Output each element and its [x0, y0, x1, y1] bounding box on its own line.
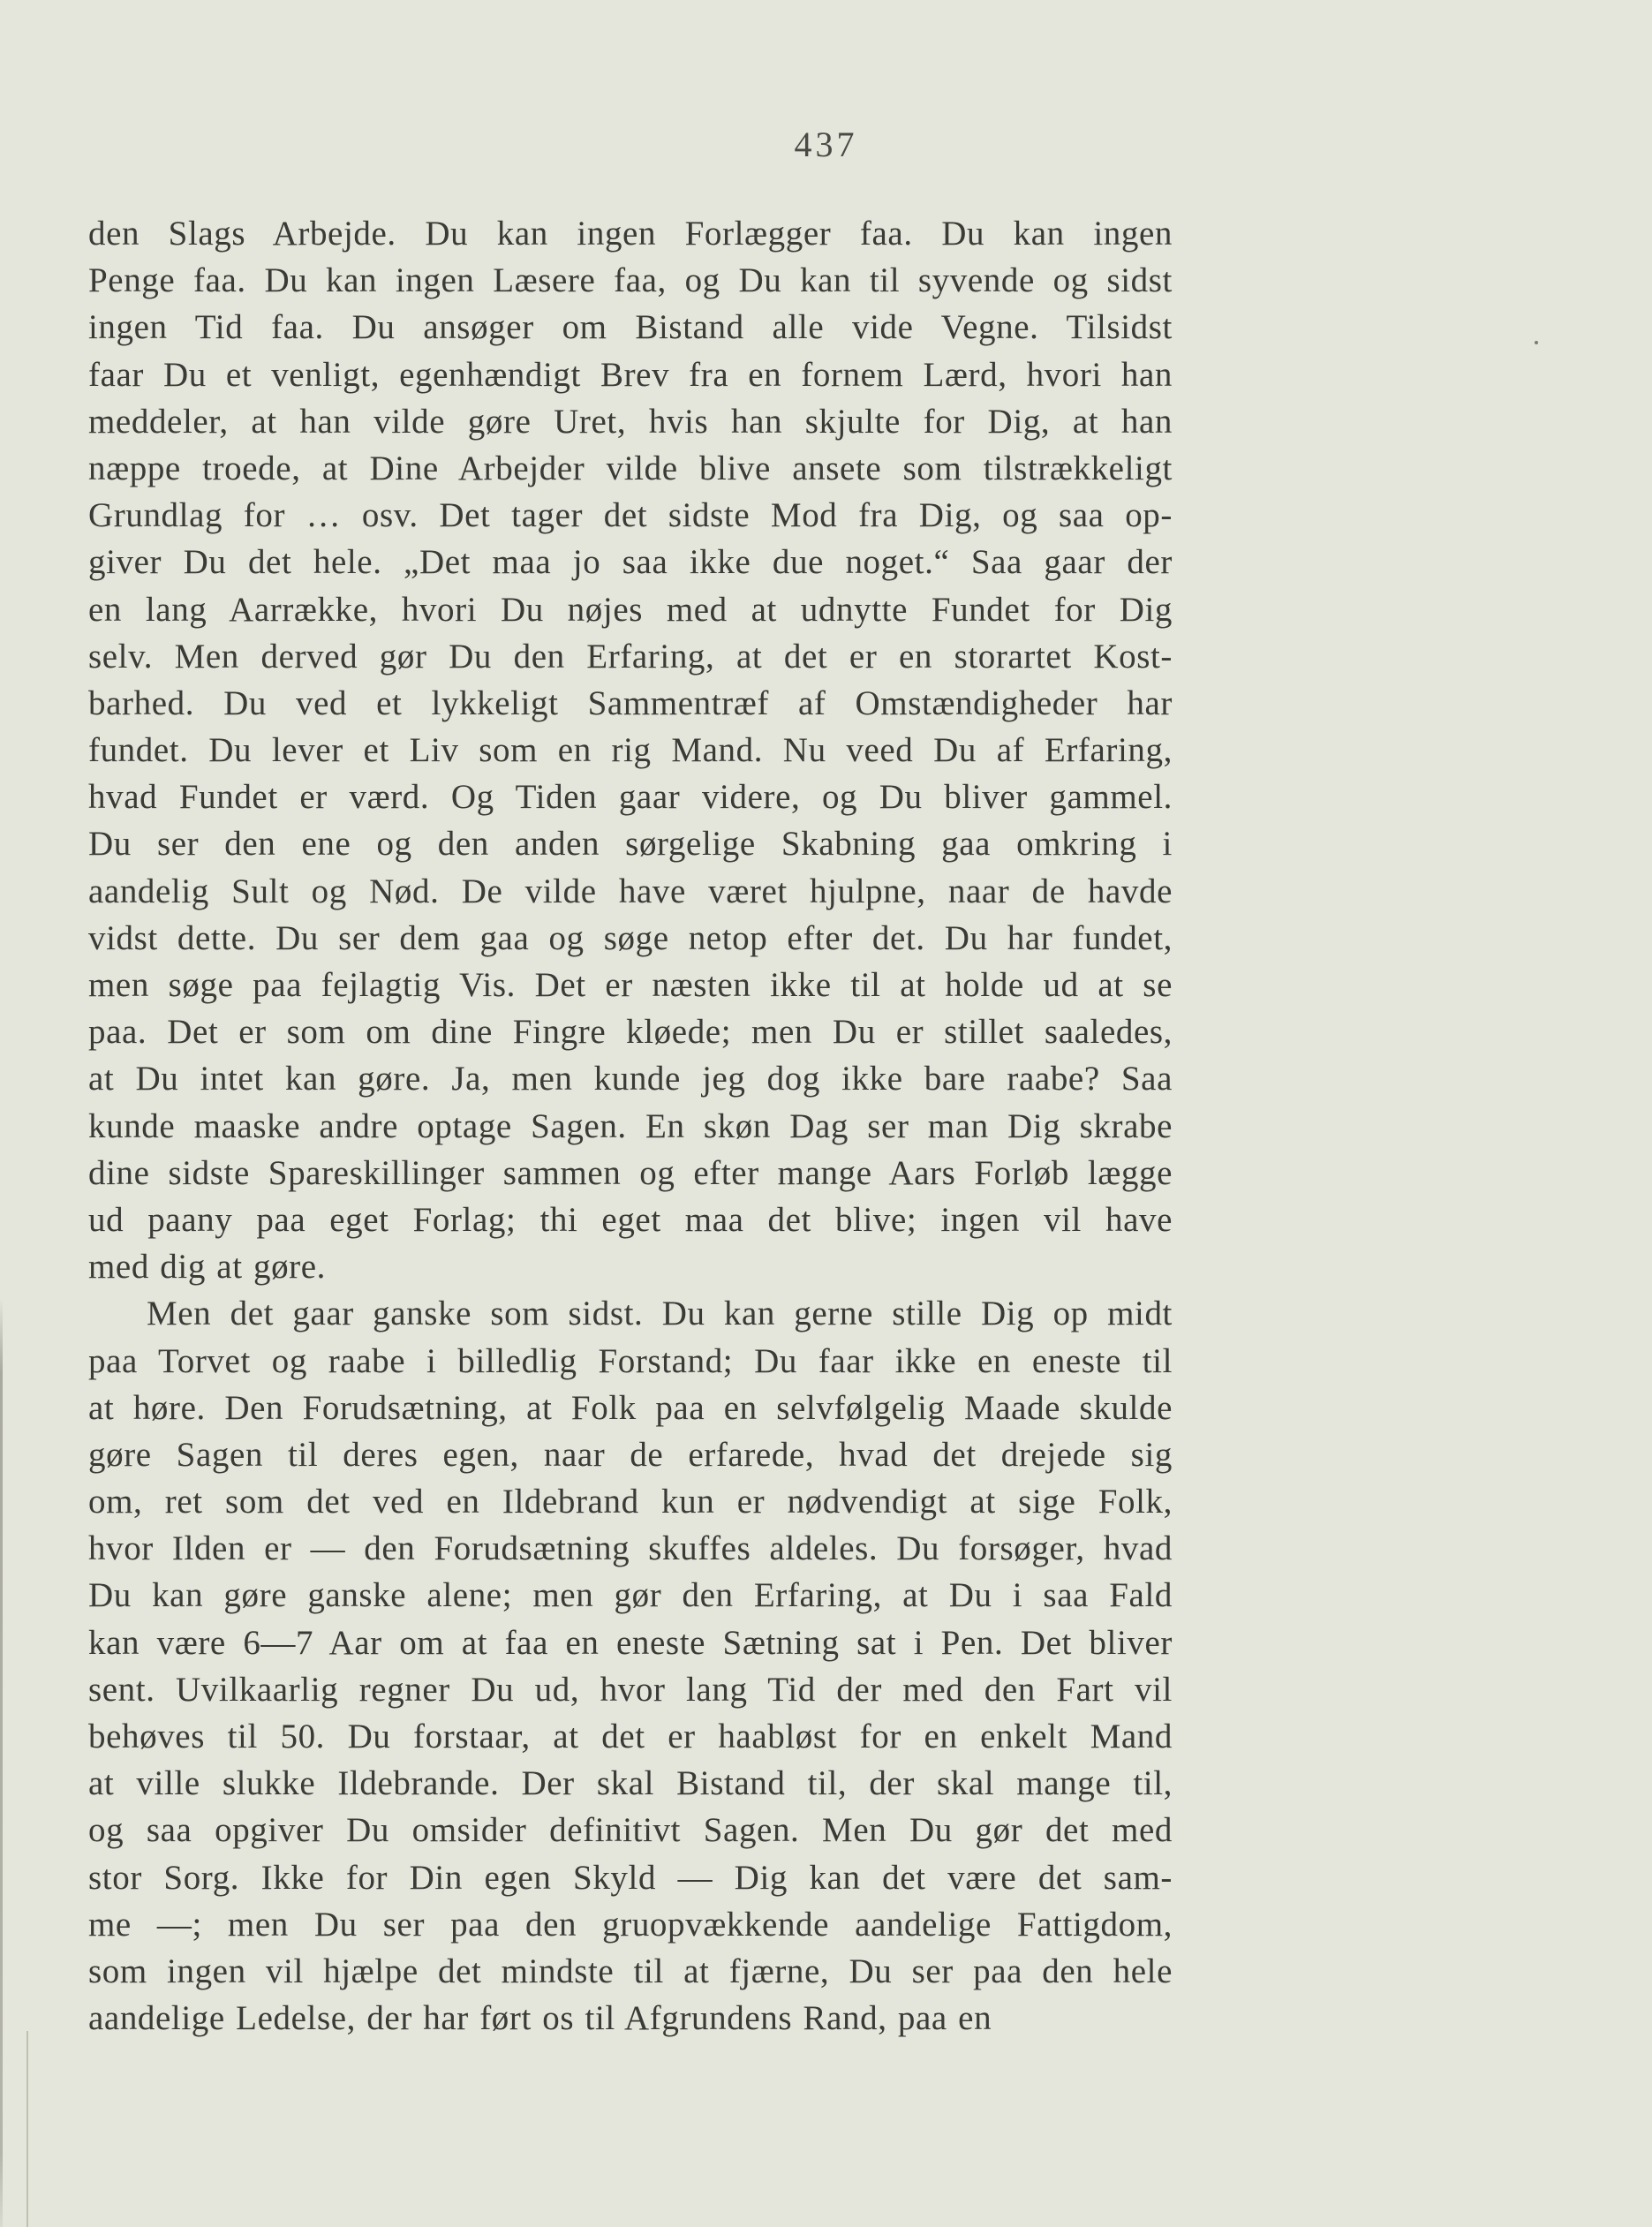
- text-line: kan være 6—7 Aar om at faa en eneste Sætning sat i Pen. Det bliver: [88, 1623, 1173, 1662]
- left-margin-rule: [0, 1298, 3, 2227]
- text-line: hvad Fundet er værd. Og Tiden gaar videre, og Du bliver gammel.: [88, 778, 1173, 817]
- text-line: at Du intet kan gøre. Ja, men kunde jeg dog ikke bare raabe? Saa: [88, 1060, 1173, 1098]
- text-line: paa Torvet og raabe i billedlig Forstand; Du faar ikke en eneste til: [88, 1341, 1173, 1380]
- text-line: med dig at gøre.: [88, 1248, 327, 1287]
- text-line: kunde maaske andre optage Sagen. En skøn Dag ser man Dig skrabe: [88, 1106, 1173, 1145]
- text-line: faar Du et venligt, egenhændigt Brev fra en fornem Lærd, hvori han: [88, 355, 1173, 394]
- text-line: aandelige Ledelse, der har ført os til Afgrundens Rand, paa en: [88, 1999, 992, 2038]
- text-line: giver Du det hele. „Det maa jo saa ikke due noget.“ Saa gaar der: [88, 543, 1173, 582]
- text-line: sent. Uvilkaarlig regner Du ud, hvor lang Tid der med den Fart vil: [88, 1670, 1173, 1709]
- text-line: Men det gaar ganske som sidst. Du kan gerne stille Dig op midt: [147, 1295, 1173, 1333]
- text-line: selv. Men derved gør Du den Erfaring, at det er en storartet Kost-: [88, 637, 1173, 676]
- text-line: me —; men Du ser paa den gruopvækkende aandelige Fattigdom,: [88, 1905, 1173, 1944]
- text-line: men søge paa fejlagtig Vis. Det er næsten ikke til at holde ud at se: [88, 966, 1173, 1004]
- text-line: Penge faa. Du kan ingen Læsere faa, og Du kan til syvende og sidst: [88, 261, 1173, 300]
- text-line: at høre. Den Forudsætning, at Folk paa en selvfølgelig Maade skulde: [88, 1388, 1173, 1427]
- text-line: næppe troede, at Dine Arbejder vilde blive ansete som tilstrækkeligt: [88, 449, 1173, 487]
- text-line: Grundlag for … osv. Det tager det sidste Mod fra Dig, og saa op-: [88, 496, 1173, 535]
- text-line: Du kan gøre ganske alene; men gør den Erfaring, at Du i saa Fald: [88, 1576, 1173, 1615]
- text-line: ingen Tid faa. Du ansøger om Bistand alle vide Vegne. Tilsidst: [88, 308, 1173, 347]
- text-line: at ville slukke Ildebrande. Der skal Bistand til, der skal mange til,: [88, 1764, 1173, 1803]
- text-line: fundet. Du lever et Liv som en rig Mand. Nu veed Du af Erfaring,: [88, 731, 1173, 770]
- text-line: en lang Aarrække, hvori Du nøjes med at udnytte Fundet for Dig: [88, 590, 1173, 629]
- page-number: 437: [794, 125, 858, 164]
- text-line: behøves til 50. Du forstaar, at det er haabløst for en enkelt Mand: [88, 1717, 1173, 1755]
- text-line: Du ser den ene og den anden sørgelige Skabning gaa omkring i: [88, 825, 1173, 864]
- text-line: dine sidste Spareskillinger sammen og efter mange Aars Forløb lægge: [88, 1153, 1173, 1192]
- text-line: og saa opgiver Du omsider definitivt Sagen. Men Du gør det med: [88, 1811, 1173, 1850]
- text-line: den Slags Arbejde. Du kan ingen Forlægger faa. Du kan ingen: [88, 215, 1173, 253]
- text-line: paa. Det er som om dine Fingre kløede; men Du er stillet saaledes,: [88, 1013, 1173, 1052]
- text-line: hvor Ilden er — den Forudsætning skuffes aldeles. Du forsøger, hvad: [88, 1529, 1173, 1568]
- text-line: gøre Sagen til deres egen, naar de erfarede, hvad det drejede sig: [88, 1435, 1173, 1474]
- text-line: meddeler, at han vilde gøre Uret, hvis han skjulte for Dig, at han: [88, 402, 1173, 441]
- text-line: som ingen vil hjælpe det mindste til at fjærne, Du ser paa den hele: [88, 1951, 1173, 1990]
- text-line: barhed. Du ved et lykkeligt Sammentræf af Omstændigheder har: [88, 683, 1173, 722]
- paragraph: [88, 1290, 1173, 2042]
- body-text: [88, 210, 1173, 2042]
- text-line: vidst dette. Du ser dem gaa og søge netop efter det. Du har fundet,: [88, 918, 1173, 957]
- paragraph: [88, 210, 1173, 1290]
- text-line: aandelig Sult og Nød. De vilde have været hjulpne, naar de havde: [88, 872, 1173, 910]
- left-margin-rule-inner: [26, 2031, 28, 2227]
- ink-speck: [1535, 341, 1538, 344]
- text-line: ud paany paa eget Forlag; thi eget maa det blive; ingen vil have: [88, 1200, 1173, 1239]
- text-line: stor Sorg. Ikke for Din egen Skyld — Dig kan det være det sam-: [88, 1858, 1173, 1897]
- text-line: om, ret som det ved en Ildebrand kun er nødvendigt at sige Folk,: [88, 1483, 1173, 1521]
